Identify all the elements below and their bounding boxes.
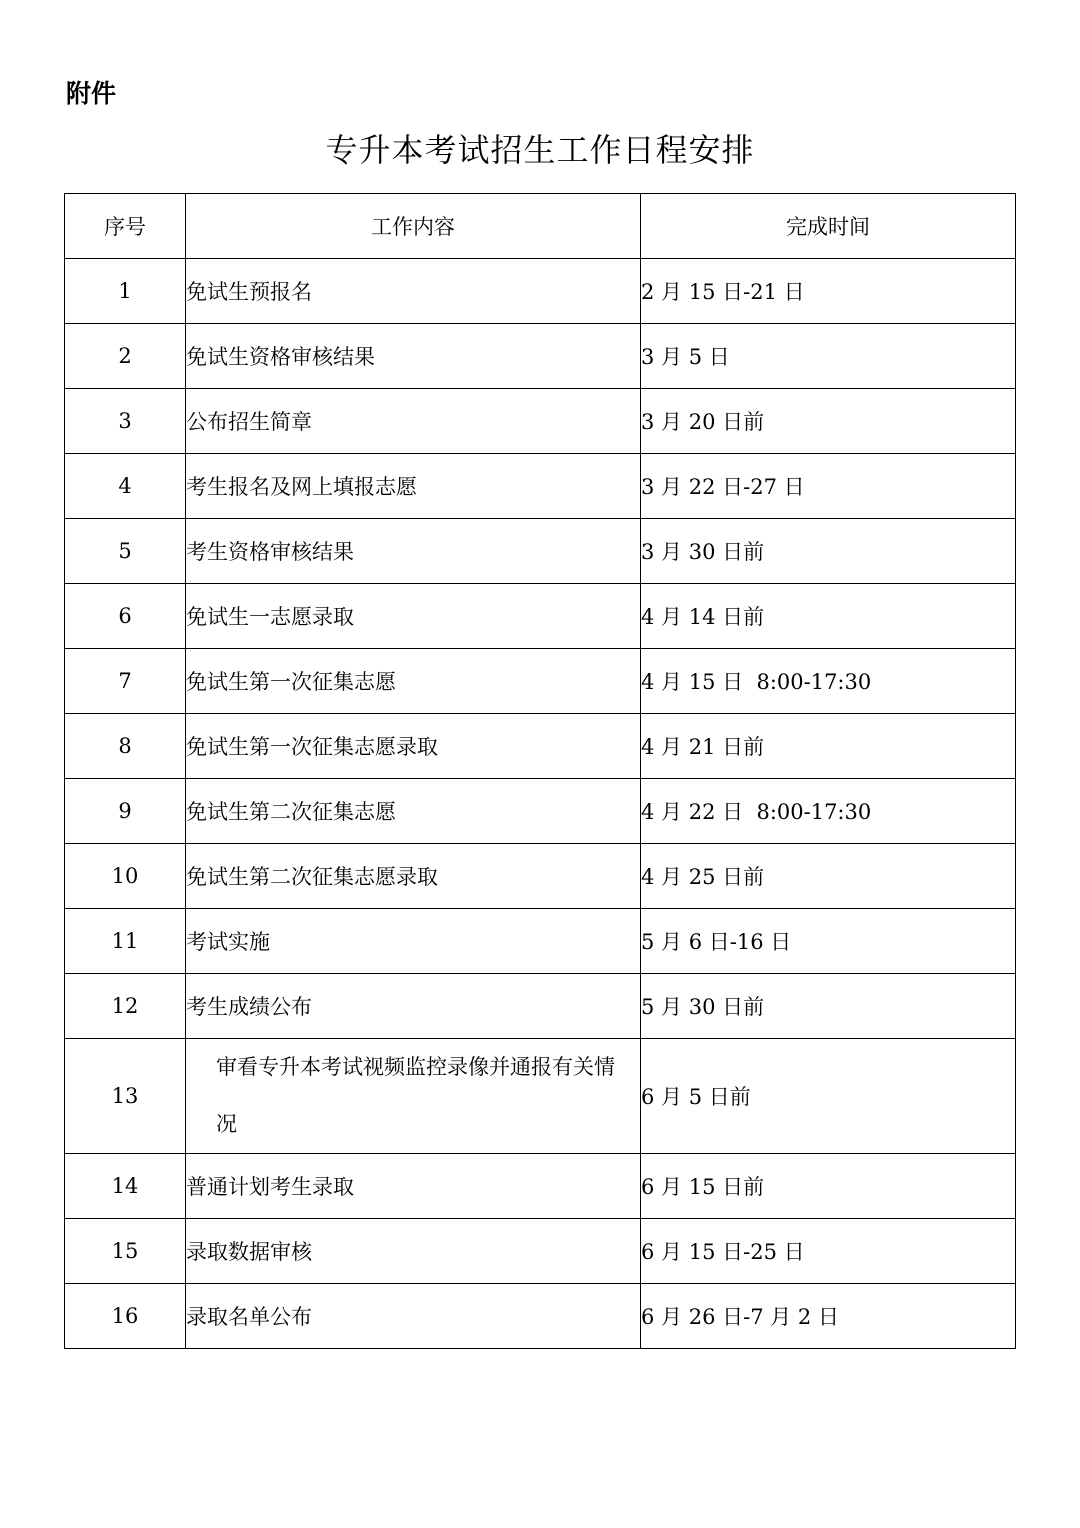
table-row xyxy=(65,584,1016,649)
attachment-label: 附件 xyxy=(66,79,117,108)
table-row xyxy=(65,1154,1016,1219)
table-row xyxy=(65,974,1016,1039)
table-row xyxy=(65,1284,1016,1349)
row-task: 普通计划考生录取 xyxy=(186,1154,641,1219)
row-task: 免试生第一次征集志愿录取 xyxy=(186,714,641,779)
row-number: 6 xyxy=(65,584,186,649)
row-time: 5 月 30 日前 xyxy=(641,974,1016,1039)
row-time: 3 月 5 日 xyxy=(641,324,1016,389)
row-task: 审看专升本考试视频监控录像并通报有关情况 xyxy=(186,1039,641,1154)
row-time: 4 月 14 日前 xyxy=(641,584,1016,649)
row-number: 13 xyxy=(65,1039,186,1154)
table-row xyxy=(65,714,1016,779)
row-time: 4 月 15 日 8:00-17:30 xyxy=(641,649,1016,714)
row-task: 公布招生简章 xyxy=(186,389,641,454)
row-number: 14 xyxy=(65,1154,186,1219)
row-time: 6 月 5 日前 xyxy=(641,1039,1016,1154)
row-time: 4 月 25 日前 xyxy=(641,844,1016,909)
row-task: 考试实施 xyxy=(186,909,641,974)
row-task: 免试生第二次征集志愿 xyxy=(186,779,641,844)
row-number: 7 xyxy=(65,649,186,714)
row-task: 录取数据审核 xyxy=(186,1219,641,1284)
schedule-table xyxy=(64,193,1016,1349)
row-time: 3 月 22 日-27 日 xyxy=(641,454,1016,519)
table-row xyxy=(65,844,1016,909)
table-row xyxy=(65,909,1016,974)
table-header-row xyxy=(65,194,1016,259)
row-number: 1 xyxy=(65,259,186,324)
row-task: 免试生资格审核结果 xyxy=(186,324,641,389)
row-number: 15 xyxy=(65,1219,186,1284)
table-row xyxy=(65,1219,1016,1284)
row-number: 3 xyxy=(65,389,186,454)
table-row xyxy=(65,389,1016,454)
row-task: 免试生第二次征集志愿录取 xyxy=(186,844,641,909)
row-number: 2 xyxy=(65,324,186,389)
table-row xyxy=(65,649,1016,714)
header-time: 完成时间 xyxy=(641,194,1016,259)
row-task: 免试生第一次征集志愿 xyxy=(186,649,641,714)
table-row xyxy=(65,324,1016,389)
header-task: 工作内容 xyxy=(186,194,641,259)
row-time: 6 月 15 日前 xyxy=(641,1154,1016,1219)
row-time: 4 月 21 日前 xyxy=(641,714,1016,779)
row-number: 11 xyxy=(65,909,186,974)
header-number: 序号 xyxy=(65,194,186,259)
row-task: 考生资格审核结果 xyxy=(186,519,641,584)
table-row xyxy=(65,259,1016,324)
row-number: 4 xyxy=(65,454,186,519)
row-number: 10 xyxy=(65,844,186,909)
row-time: 6 月 26 日-7 月 2 日 xyxy=(641,1284,1016,1349)
page-title: 专升本考试招生工作日程安排 xyxy=(325,131,755,169)
row-time: 2 月 15 日-21 日 xyxy=(641,259,1016,324)
row-time: 3 月 30 日前 xyxy=(641,519,1016,584)
row-time: 3 月 20 日前 xyxy=(641,389,1016,454)
table-row xyxy=(65,519,1016,584)
row-time: 4 月 22 日 8:00-17:30 xyxy=(641,779,1016,844)
table-row xyxy=(65,779,1016,844)
row-task: 考生报名及网上填报志愿 xyxy=(186,454,641,519)
row-task: 考生成绩公布 xyxy=(186,974,641,1039)
table-row xyxy=(65,454,1016,519)
row-number: 12 xyxy=(65,974,186,1039)
row-time: 6 月 15 日-25 日 xyxy=(641,1219,1016,1284)
table-row xyxy=(65,1039,1016,1154)
row-task: 免试生一志愿录取 xyxy=(186,584,641,649)
row-number: 5 xyxy=(65,519,186,584)
row-number: 8 xyxy=(65,714,186,779)
row-task: 录取名单公布 xyxy=(186,1284,641,1349)
row-time: 5 月 6 日-16 日 xyxy=(641,909,1016,974)
row-task: 免试生预报名 xyxy=(186,259,641,324)
row-number: 9 xyxy=(65,779,186,844)
row-number: 16 xyxy=(65,1284,186,1349)
